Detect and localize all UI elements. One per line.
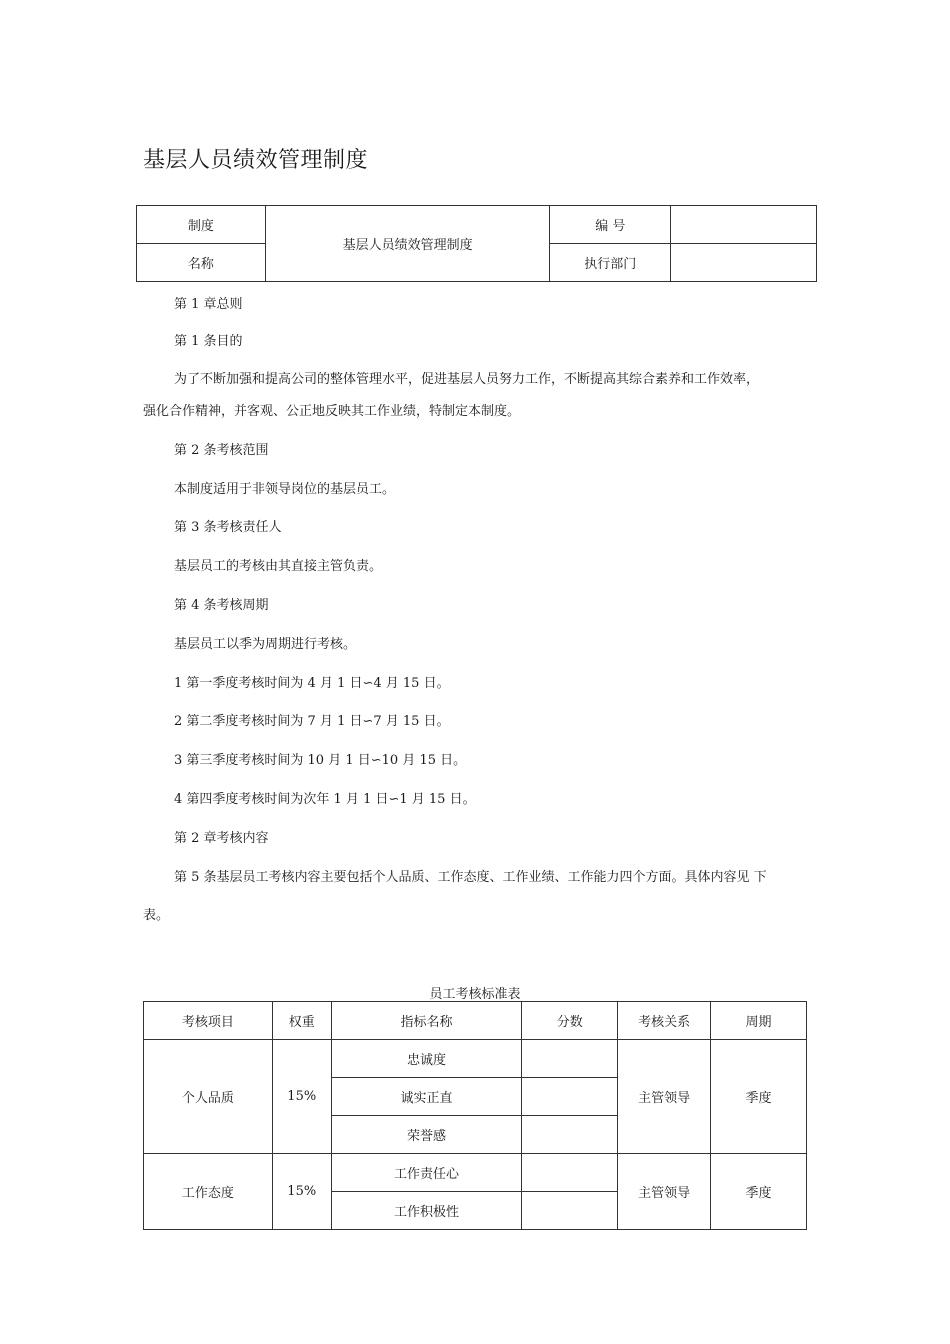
score-cell	[522, 1040, 618, 1078]
quarter-2-line: 2 第二季度考核时间为 7 月 1 日∽7 月 15 日。	[174, 714, 450, 729]
item-cell: 工作态度	[144, 1154, 273, 1230]
relation-cell: 主管领导	[618, 1040, 711, 1154]
article-5-text-line1: 第 5 条基层员工考核内容主要包括个人品质、工作态度、工作业绩、工作能力四个方面。具体内容见 下	[174, 870, 767, 885]
chapter-1-heading: 第 1 章总则	[174, 297, 243, 312]
indicator-cell: 工作积极性	[331, 1192, 522, 1230]
score-cell	[522, 1116, 618, 1154]
article-4-text: 基层员工以季为周期进行考核。	[174, 637, 357, 652]
column-header: 指标名称	[331, 1002, 522, 1040]
table-caption: 员工考核标准表	[429, 987, 521, 1002]
article-1-text-line2: 强化合作精神，并客观、公正地反映其工作业绩，特制定本制度。	[143, 404, 521, 419]
column-header: 考核项目	[144, 1002, 273, 1040]
dept-value	[671, 244, 817, 282]
article-4-title: 第 4 条考核周期	[174, 598, 269, 613]
dept-label: 执行部门	[550, 244, 671, 282]
column-header: 考核关系	[618, 1002, 711, 1040]
weight-cell: 15%	[272, 1154, 331, 1230]
column-header: 权重	[272, 1002, 331, 1040]
article-5-text-line2: 表。	[143, 908, 170, 923]
indicator-cell: 工作责任心	[331, 1154, 522, 1192]
quarter-4-line: 4 第四季度考核时间为次年 1 月 1 日∽1 月 15 日。	[174, 792, 476, 807]
table-row	[144, 1040, 807, 1078]
quarter-3-line: 3 第三季度考核时间为 10 月 1 日∽10 月 15 日。	[174, 753, 467, 768]
number-label: 编 号	[550, 206, 671, 244]
quarter-1-line: 1 第一季度考核时间为 4 月 1 日∽4 月 15 日。	[174, 676, 450, 691]
score-cell	[522, 1192, 618, 1230]
document-title: 基层人员绩效管理制度	[143, 148, 369, 173]
period-cell: 季度	[711, 1040, 807, 1154]
article-1-text-line1: 为了不断加强和提高公司的整体管理水平，促进基层人员努力工作，不断提高其综合素养和工作效率，	[174, 372, 760, 387]
relation-cell: 主管领导	[618, 1154, 711, 1230]
table-header-row	[144, 1002, 807, 1040]
policy-header-table	[136, 205, 817, 282]
chapter-2-heading: 第 2 章考核内容	[174, 831, 269, 846]
weight-cell: 15%	[272, 1040, 331, 1154]
column-header: 周期	[711, 1002, 807, 1040]
indicator-cell: 忠诚度	[331, 1040, 522, 1078]
indicator-cell: 诚实正直	[331, 1078, 522, 1116]
number-value	[671, 206, 817, 244]
article-3-title: 第 3 条考核责任人	[174, 520, 282, 535]
score-cell	[522, 1078, 618, 1116]
indicator-cell: 荣誉感	[331, 1116, 522, 1154]
item-cell: 个人品质	[144, 1040, 273, 1154]
policy-name-label-2: 名称	[137, 244, 266, 282]
column-header: 分数	[522, 1002, 618, 1040]
score-cell	[522, 1154, 618, 1192]
article-1-title: 第 1 条目的	[174, 334, 243, 349]
article-2-text: 本制度适用于非领导岗位的基层员工。	[174, 482, 396, 497]
article-3-text: 基层员工的考核由其直接主管负责。	[174, 559, 383, 574]
policy-name-label-1: 制度	[137, 206, 266, 244]
period-cell: 季度	[711, 1154, 807, 1230]
evaluation-standard-table	[143, 1001, 807, 1230]
policy-name-value: 基层人员绩效管理制度	[265, 206, 550, 282]
article-2-title: 第 2 条考核范围	[174, 443, 269, 458]
table-row	[144, 1154, 807, 1192]
